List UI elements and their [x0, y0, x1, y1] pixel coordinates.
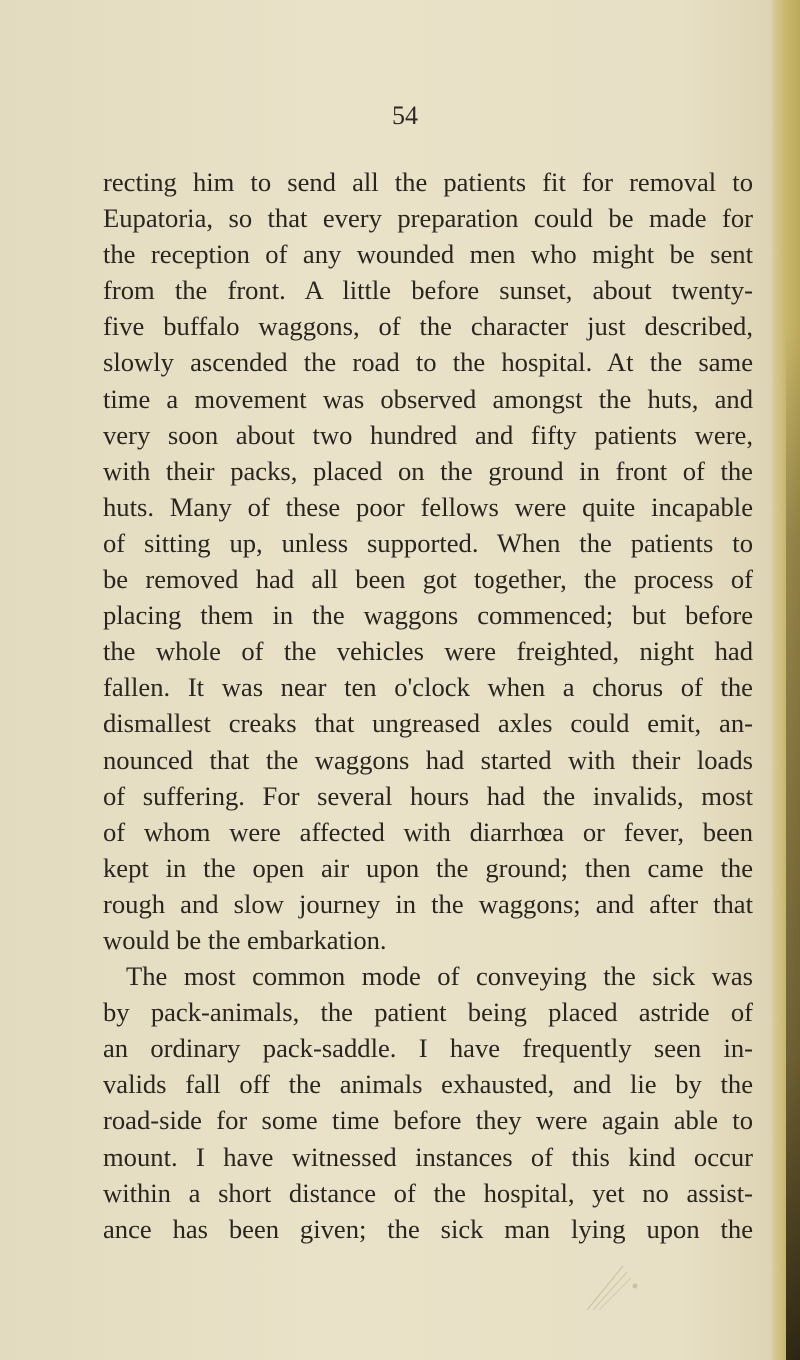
pencil-mark [585, 1252, 645, 1312]
text-line: by pack-animals, the patient being placed astride of [103, 997, 753, 1028]
page-number: 54 [392, 101, 418, 130]
text-line: with their packs, placed on the ground in front of the [103, 455, 753, 486]
text-line: recting him to send all the patients fit for removal to [103, 167, 753, 197]
text-line: of sitting up, unless supported. When the patients to [103, 527, 753, 558]
text-line: from the front. A little before sunset, about twenty- [103, 275, 753, 306]
text-line: slowly ascended the road to the hospital. At the same [103, 347, 753, 378]
text-line: five buffalo waggons, of the character just described, [103, 311, 753, 342]
text-line: nounced that the waggons had started with their loads [103, 744, 753, 775]
text-line: mount. I have witnessed instances of this kind occur [103, 1141, 753, 1172]
text-line: time a movement was observed amongst the huts, and [103, 383, 753, 414]
text-line: valids fall off the animals exhausted, and lie by the [103, 1069, 753, 1100]
text-line: Eupatoria, so that every preparation could be made for [103, 203, 753, 234]
body-text [103, 164, 753, 1247]
text-line: within a short distance of the hospital, yet no assist- [103, 1177, 753, 1208]
text-line: of suffering. For several hours had the invalids, most [103, 780, 753, 811]
text-line: be removed had all been got together, the process of [103, 564, 753, 595]
text-line: the whole of the vehicles were freighted, night had [103, 636, 753, 667]
text-line: huts. Many of these poor fellows were quite incapable [103, 491, 753, 522]
text-line: very soon about two hundred and fifty patients were, [103, 419, 753, 450]
text-line: the reception of any wounded men who might be sent [103, 239, 753, 270]
text-line: an ordinary pack-saddle. I have frequently seen in- [103, 1033, 753, 1064]
text-line: fallen. It was near ten o'clock when a chorus of the [103, 672, 753, 703]
text-line: ance has been given; the sick man lying upon the [103, 1213, 753, 1244]
page-edge-shadow [786, 330, 800, 1360]
text-line: dismallest creaks that ungreased axles could emit, an- [103, 708, 753, 739]
text-line: of whom were affected with diarrhœa or fever, been [103, 816, 753, 847]
paragraph-end-line: would be the embarkation. [103, 924, 387, 955]
text-line: rough and slow journey in the waggons; and after that [103, 888, 753, 919]
text-line: road-side for some time before they were again able to [103, 1105, 753, 1136]
text-line: placing them in the waggons commenced; but before [103, 600, 753, 631]
paragraph-start-line: The most common mode of conveying the sick was [126, 961, 753, 992]
text-line: kept in the open air upon the ground; then came the [103, 852, 753, 883]
